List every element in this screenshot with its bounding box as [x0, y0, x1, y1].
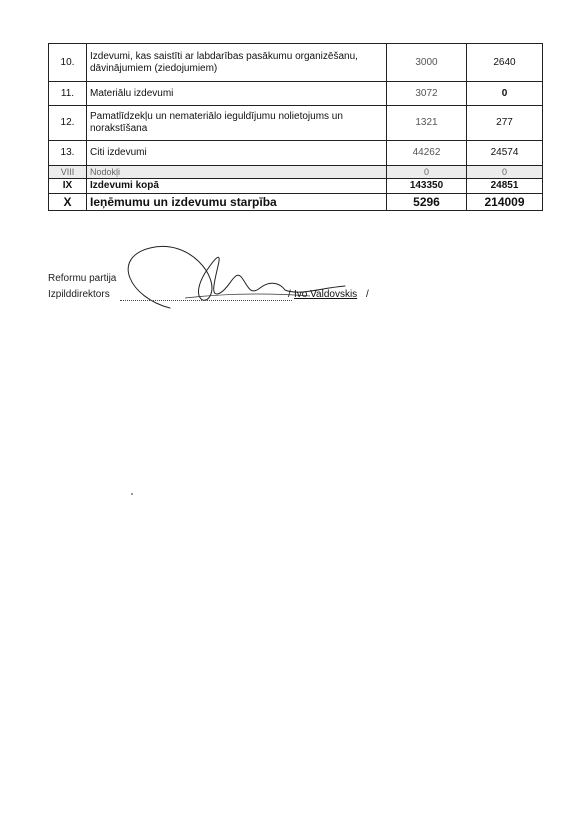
table-row [49, 166, 543, 179]
row-number: 11. [49, 82, 87, 106]
row-number: IX [49, 179, 87, 194]
row-description: Izdevumi, kas saistīti ar labdarības pasākumu organizēšanu, dāvinājumiem (ziedojumiem) [87, 44, 387, 82]
row-description: Izdevumi kopā [87, 179, 387, 194]
value-col2: 24851 [467, 179, 543, 194]
value-col2: 214009 [467, 194, 543, 211]
table-row [49, 179, 543, 194]
financial-table [48, 43, 543, 211]
row-number: X [49, 194, 87, 211]
value-col1: 44262 [387, 141, 467, 166]
value-col2: 0 [467, 166, 543, 179]
row-description: Pamatlīdzekļu un nemateriālo ieguldījumu nolietojums un norakstīšana [87, 106, 387, 141]
value-col1: 0 [387, 166, 467, 179]
row-description: Citi izdevumi [87, 141, 387, 166]
value-col2: 277 [467, 106, 543, 141]
scan-speck [131, 493, 133, 495]
row-description: Ieņēmumu un izdevumu starpība [87, 194, 387, 211]
value-col1: 3000 [387, 44, 467, 82]
role-label: Izpilddirektors [48, 289, 110, 300]
signature-line [120, 300, 292, 301]
row-number: VIII [49, 166, 87, 179]
row-number: 13. [49, 141, 87, 166]
name-open-slash: / [288, 289, 291, 300]
table-row [49, 106, 543, 141]
table-row [49, 44, 543, 82]
row-number: 10. [49, 44, 87, 82]
table-row [49, 141, 543, 166]
value-col1: 1321 [387, 106, 467, 141]
party-name: Reformu partija [48, 273, 117, 284]
table-row [49, 194, 543, 211]
table-row [49, 82, 543, 106]
value-col1: 3072 [387, 82, 467, 106]
signer-name: Ivo Valdovskis [294, 289, 358, 300]
value-col2: 0 [467, 82, 543, 106]
row-number: 12. [49, 106, 87, 141]
signature-block [48, 273, 408, 333]
row-description: Materiālu izdevumi [87, 82, 387, 106]
name-close-slash: / [366, 289, 369, 300]
value-col2: 24574 [467, 141, 543, 166]
value-col1: 143350 [387, 179, 467, 194]
value-col2: 2640 [467, 44, 543, 82]
row-description: Nodokļi [87, 166, 387, 179]
value-col1: 5296 [387, 194, 467, 211]
